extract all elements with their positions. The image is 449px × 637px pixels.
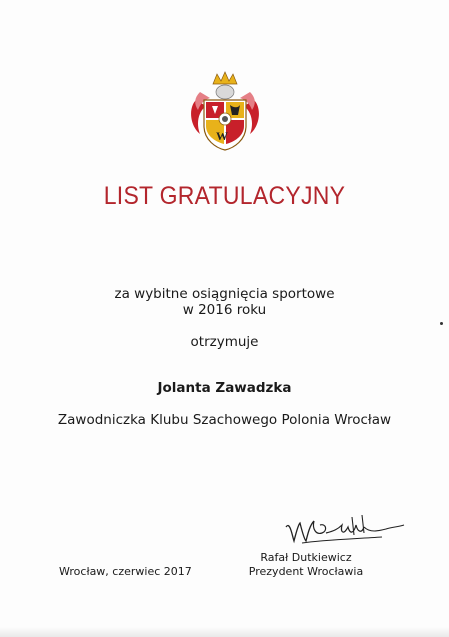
place-and-date: Wrocław, czerwiec 2017: [59, 565, 192, 578]
reason-line-1: za wybitne osiągnięcia sportowe: [114, 286, 335, 302]
reason-line-2: w 2016 roku: [182, 302, 267, 318]
certificate-title: LIST GRATULACYJNY: [103, 182, 346, 210]
recipient-name: Jolanta Zawadzka: [157, 380, 292, 396]
handwritten-signature: [282, 513, 406, 547]
scan-speck: [440, 322, 443, 325]
receives-label: otrzymuje: [190, 334, 259, 350]
scan-edge-shadow: [0, 627, 449, 637]
crest-letter: W: [216, 129, 228, 143]
signer-name: Rafał Dutkiewicz: [260, 551, 352, 564]
wroclaw-coat-of-arms-icon: [186, 70, 264, 152]
signer-title: Prezydent Wrocławia: [248, 565, 364, 578]
recipient-role: Zawodniczka Klubu Szachowego Polonia Wrocław: [57, 412, 392, 428]
